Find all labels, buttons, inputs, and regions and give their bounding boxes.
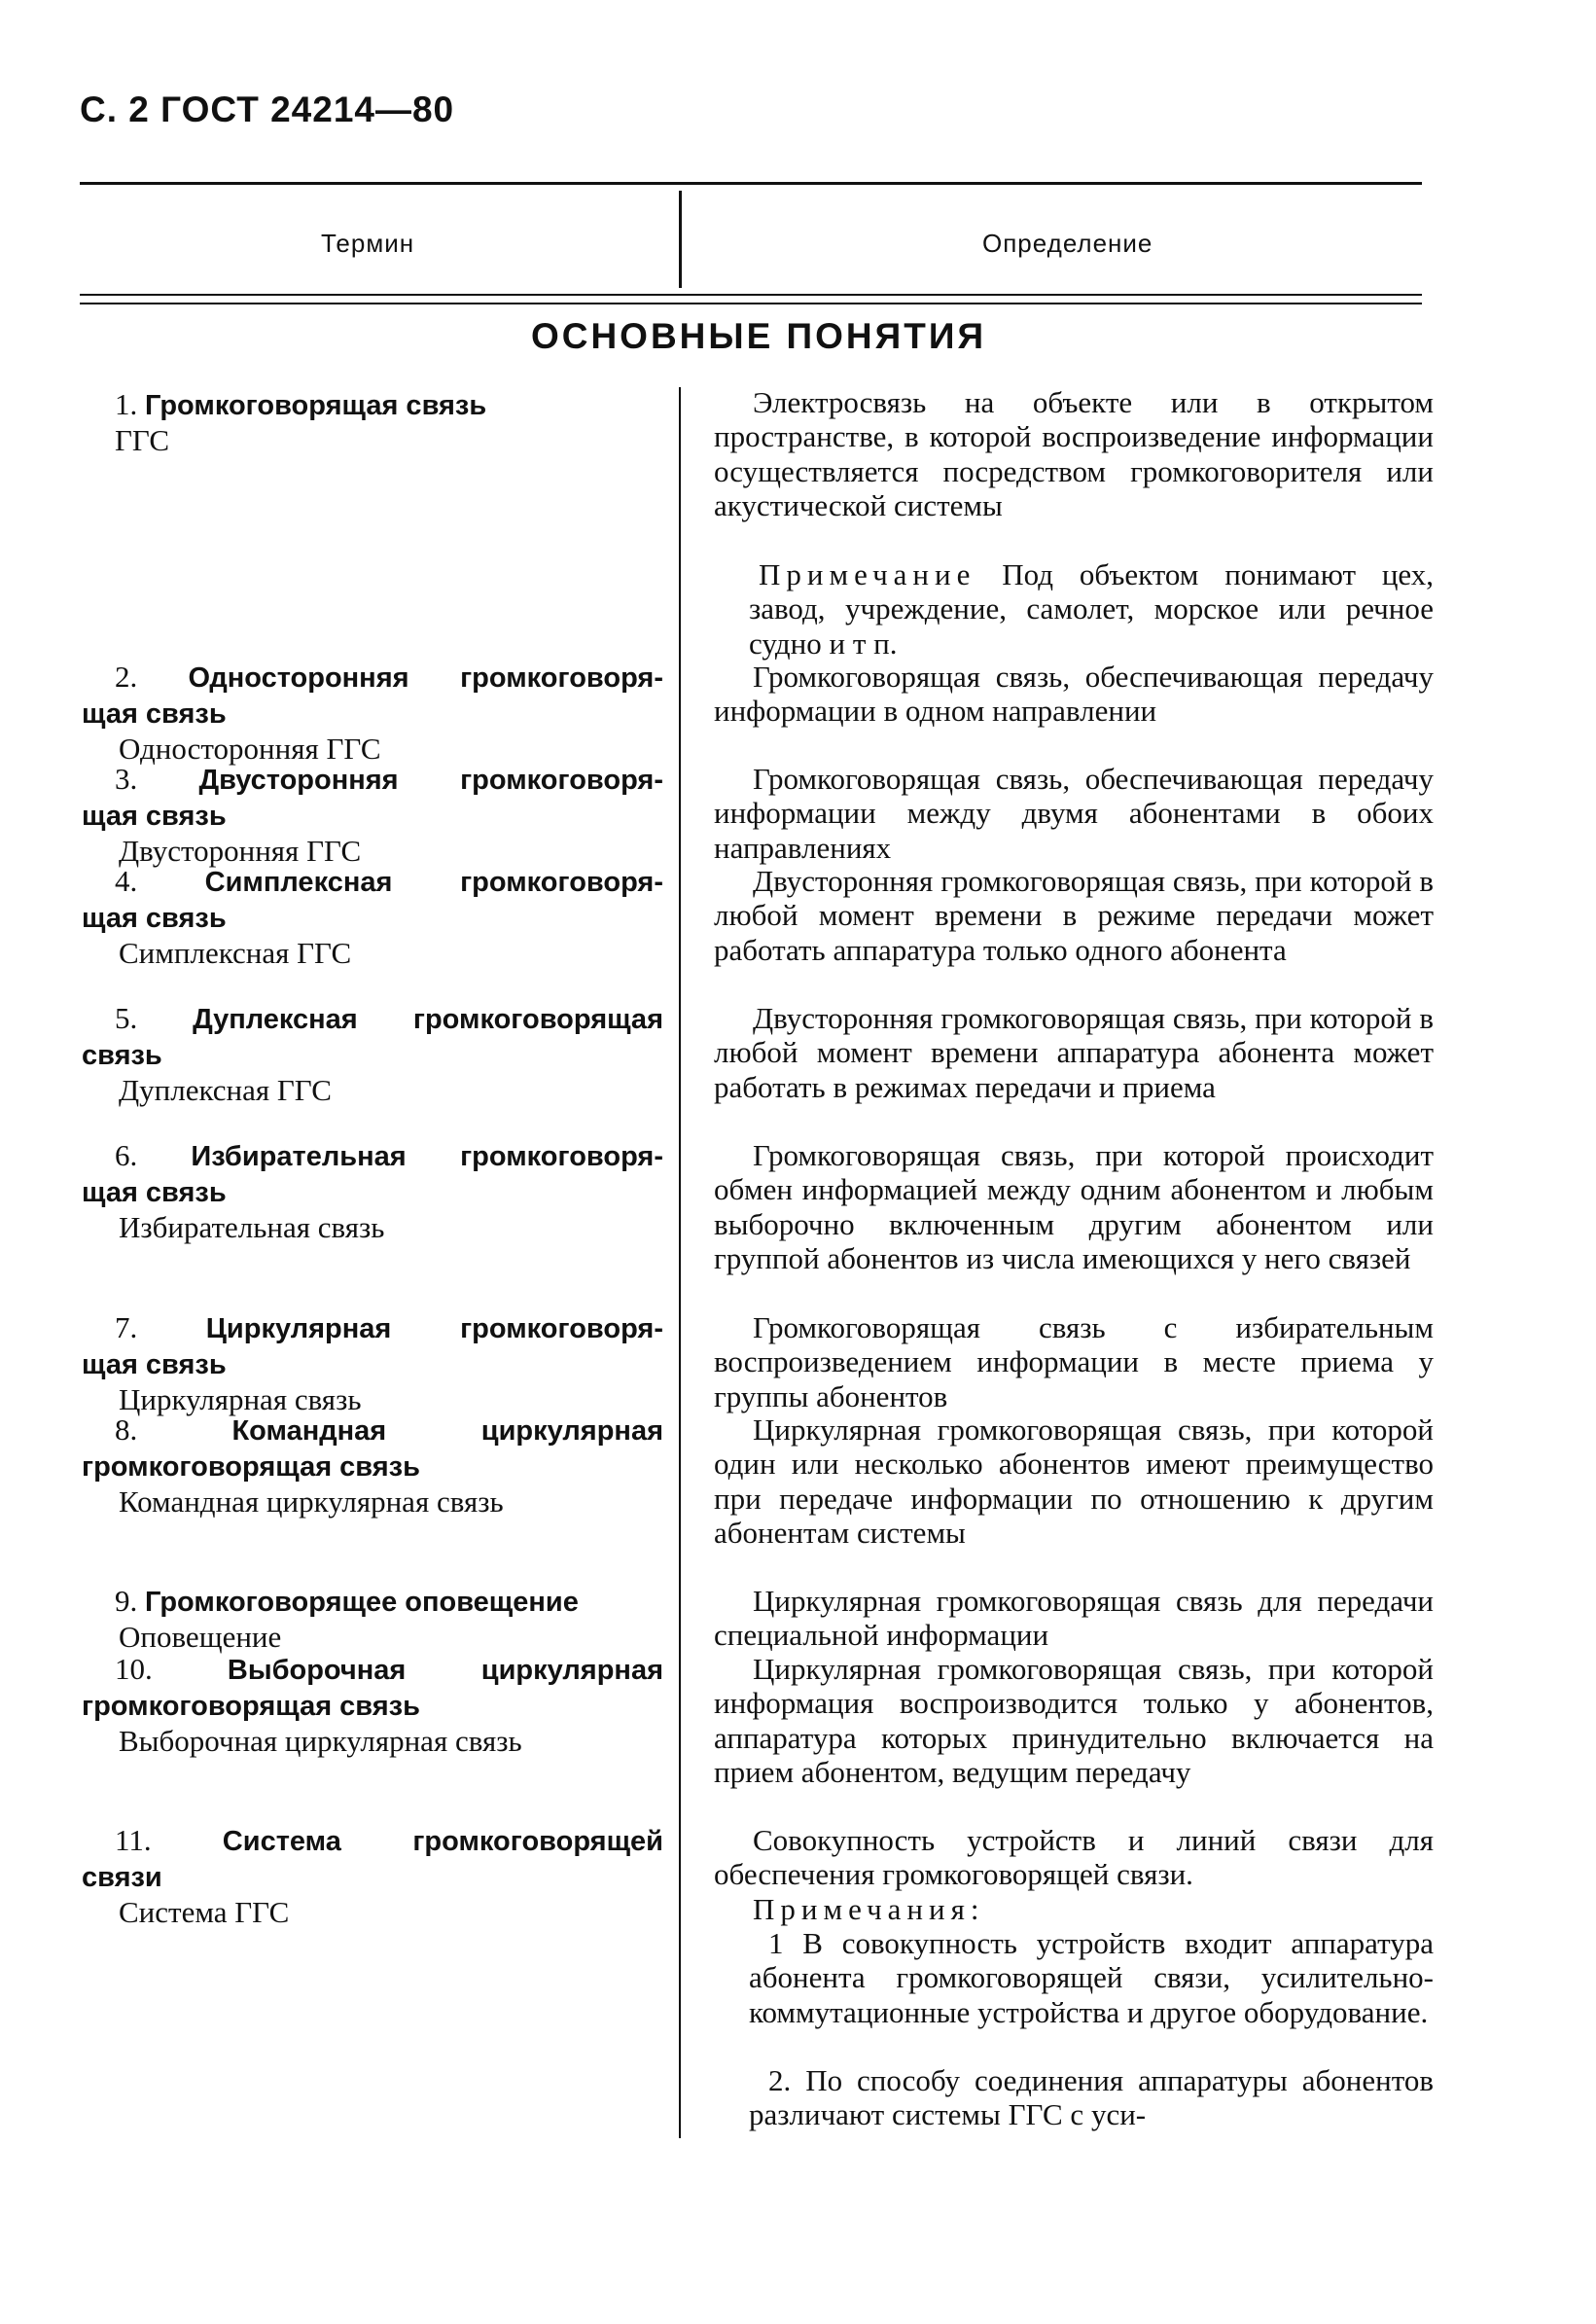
definition-10: Циркулярная громкоговорящая связь, при которой информация воспроизводится только у абонентов, аппаратура которых принудительно включается на прием абонентом, ведущим передачу	[714, 1652, 1434, 1790]
notes-label: Примечания:	[753, 1892, 985, 1926]
column-divider	[679, 387, 681, 2138]
term-10-short: Выборочная циркулярная связь	[119, 1724, 522, 1758]
definition-9: Циркулярная громкоговорящая связь для передачи специальной информации	[714, 1584, 1434, 1653]
term-6-name: 6. Избирательная громкоговоря-	[115, 1138, 664, 1172]
table-head-divider	[679, 191, 682, 288]
term-7-name-cont: щая связь	[82, 1349, 227, 1380]
term-8	[82, 1412, 663, 1519]
column-header-term: Термин	[321, 229, 415, 258]
note-label: Примечание	[759, 557, 976, 591]
term-3	[82, 762, 663, 868]
term-8-short: Командная циркулярная связь	[119, 1484, 504, 1519]
term-11-short: Система ГГС	[119, 1895, 290, 1929]
note-text: Под объектом понимают цех, завод, учреждение, самолет, морское или речное судно и т п.	[749, 557, 1435, 661]
term-8-name-cont: громкоговорящая связь	[82, 1451, 420, 1483]
definition-7: Громкоговорящая связь с избирательным воспроизведением информации в месте приема у группы абонентов	[714, 1310, 1434, 1413]
term-5	[82, 1001, 663, 1107]
term-11-name-cont: связи	[82, 1862, 162, 1893]
term-7-name: 7. Циркулярная громкоговоря-	[115, 1310, 664, 1344]
term-5-short: Дуплексная ГГС	[119, 1073, 332, 1107]
term-11	[82, 1823, 663, 1929]
term-4-short: Симплексная ГГС	[119, 936, 352, 970]
table-head-bottom-rule-2	[80, 303, 1422, 304]
term-4	[82, 864, 663, 970]
definition-3: Громкоговорящая связь, обеспечивающая передачу информации между двумя абонентами в обоих направлениях	[714, 762, 1434, 865]
definition-5: Двусторонняя громкоговорящая связь, при которой в любой момент времени аппаратура абонента может работать в режимах передачи и приема	[714, 1001, 1434, 1104]
term-1	[82, 387, 663, 457]
term-3-name-cont: щая связь	[82, 801, 227, 832]
term-4-name-cont: щая связь	[82, 903, 227, 934]
definition-11-notes-label	[714, 1892, 1434, 1926]
definition-8: Циркулярная громкоговорящая связь, при которой один или несколько абонентов имеют преимущество при передаче информации по отношению к другим абонентам системы	[714, 1412, 1434, 1551]
term-5-name: 5. Дуплексная громкоговорящая	[115, 1001, 663, 1035]
definition-1: Электросвязь на объекте или в открытом пространстве, в которой воспроизведение информации осуществляется посредством громкоговорителя или акустической системы	[714, 385, 1434, 523]
term-6	[82, 1138, 663, 1244]
column-header-definition: Определение	[982, 229, 1153, 258]
definition-11-note-2: 2. По способу соединения аппаратуры абонентов различают системы ГГС с уси-	[749, 2063, 1434, 2132]
definition-4: Двусторонняя громкоговорящая связь, при которой в любой момент времени в режиме передачи может работать аппаратура только одного абонента	[714, 864, 1434, 967]
term-10-name: 10. Выборочная циркулярная	[115, 1652, 663, 1686]
term-10-name-cont: громкоговорящая связь	[82, 1691, 420, 1722]
term-2-short: Односторонняя ГГС	[119, 732, 381, 766]
term-1-heading: 1. Громкоговорящая связь	[115, 387, 487, 421]
term-8-name: 8. Командная циркулярная	[115, 1412, 663, 1447]
definition-6: Громкоговорящая связь, при которой происходит обмен информацией между одним абонентом и любым выборочно включенным другим абонентом или группой абонентов из числа имеющихся у него связей	[714, 1138, 1434, 1276]
term-2-name: 2. Односторонняя громкоговоря-	[115, 660, 663, 694]
section-title: ОСНОВНЫЕ ПОНЯТИЯ	[530, 316, 987, 356]
term-5-name-cont: связь	[82, 1040, 162, 1071]
page-header: С. 2 ГОСТ 24214—80	[80, 89, 455, 129]
term-6-short: Избирательная связь	[119, 1210, 385, 1244]
term-1-short: ГГС	[115, 423, 170, 457]
definition-11-note-1: 1 В совокупность устройств входит аппаратура абонента громкоговорящей связи, усилительно-коммутационные устройства и другое оборудование.	[749, 1926, 1434, 2029]
table-head-bottom-rule-1	[80, 294, 1422, 296]
term-4-name: 4. Симплексная громкоговоря-	[115, 864, 664, 898]
definition-1-note	[714, 557, 1434, 661]
term-7-short: Циркулярная связь	[119, 1382, 362, 1416]
term-11-name: 11. Система громкоговорящей	[115, 1823, 664, 1857]
term-10	[82, 1652, 663, 1758]
term-2	[82, 660, 663, 766]
term-3-short: Двусторонняя ГГС	[119, 834, 362, 868]
table-top-rule	[80, 182, 1422, 185]
term-6-name-cont: щая связь	[82, 1177, 227, 1208]
term-7	[82, 1310, 663, 1416]
definition-11: Совокупность устройств и линий связи для обеспечения громкоговорящей связи.	[714, 1823, 1434, 1892]
term-1-name: Громкоговорящая связь	[145, 390, 487, 421]
term-2-name-cont: щая связь	[82, 698, 227, 730]
definition-2: Громкоговорящая связь, обеспечивающая передачу информации в одном направлении	[714, 660, 1434, 729]
term-3-name: 3. Двусторонняя громкоговоря-	[115, 762, 663, 796]
term-9-name: 9. Громкоговорящее оповещение	[115, 1584, 579, 1618]
term-9	[82, 1584, 663, 1654]
term-9-short: Оповещение	[119, 1620, 282, 1654]
